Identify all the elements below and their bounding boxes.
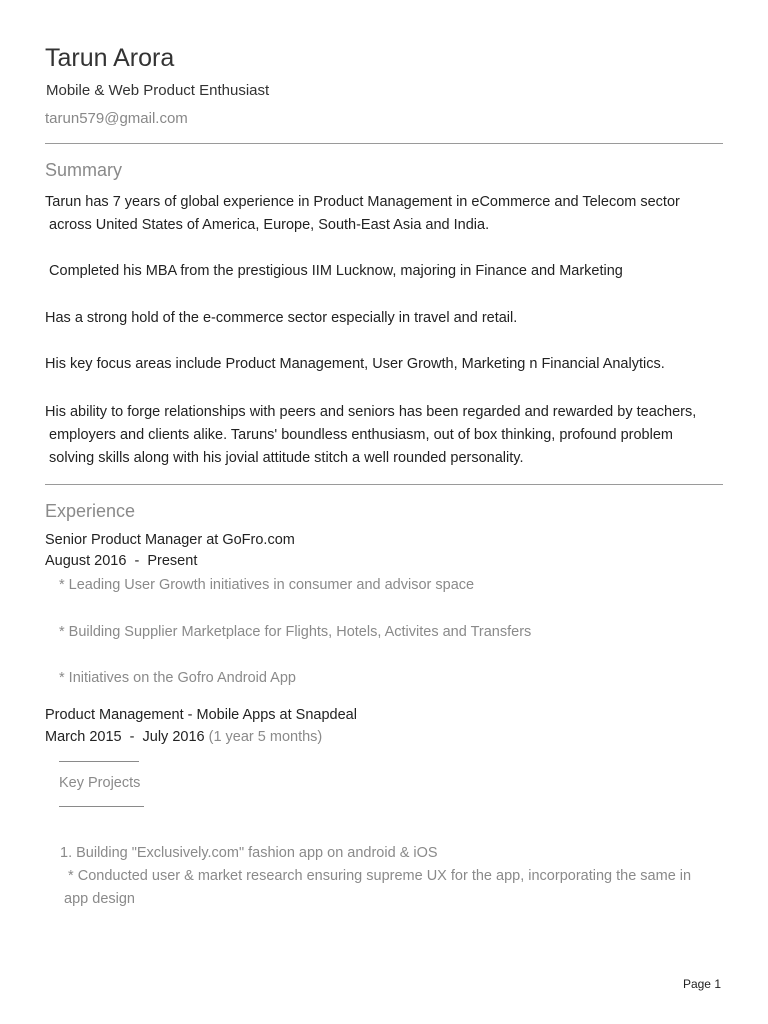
summary-line: solving skills along with his jovial attitude stitch a well rounded personality. [45, 450, 524, 466]
job-bullet: * Initiatives on the Gofro Android App [59, 670, 296, 686]
summary-heading: Summary [45, 160, 123, 180]
project-detail: * Conducted user & market research ensuring supreme UX for the app, incorporating the same in [60, 868, 692, 884]
summary-line: His key focus areas include Product Management, User Growth, Marketing n Financial Analytics. [45, 356, 665, 372]
summary-line: His ability to forge relationships with peers and seniors has been regarded and rewarded by teachers, [45, 404, 697, 420]
summary-line: employers and clients alike. Taruns' boundless enthusiasm, out of box thinking, profound problem [45, 427, 673, 443]
project-item: 1. Building "Exclusively.com" fashion app on android & iOS [60, 845, 438, 861]
project-detail: app design [60, 891, 135, 907]
key-projects-rule-bottom [59, 806, 144, 807]
job-bullet: * Building Supplier Marketplace for Flights, Hotels, Activites and Transfers [59, 624, 532, 640]
summary-line: Has a strong hold of the e-commerce sector especially in travel and retail. [45, 310, 518, 326]
job-duration: (1 year 5 months) [208, 729, 323, 745]
summary-line: Tarun has 7 years of global experience in Product Management in eCommerce and Telecom sector [45, 194, 680, 210]
experience-heading: Experience [45, 501, 136, 521]
key-projects-label: Key Projects [59, 775, 141, 791]
job-role: Product Management - Mobile Apps at Snapdeal [45, 707, 357, 723]
summary-line: Completed his MBA from the prestigious IIM Lucknow, majoring in Finance and Marketing [45, 263, 623, 279]
header-divider [45, 143, 723, 144]
summary-divider [45, 484, 723, 485]
summary-line: across United States of America, Europe, South-East Asia and India. [45, 217, 490, 233]
candidate-email[interactable]: tarun579@gmail.com [45, 110, 188, 127]
job-dates-row [45, 729, 322, 745]
candidate-tagline: Mobile & Web Product Enthusiast [46, 82, 270, 99]
candidate-name: Tarun Arora [45, 44, 175, 72]
job-dates: August 2016 - Present [45, 553, 198, 569]
key-projects-rule-top [59, 761, 139, 762]
page-number: Page 1 [682, 977, 721, 991]
job-dates: March 2015 - July 2016 [45, 729, 205, 745]
job-role: Senior Product Manager at GoFro.com [45, 532, 295, 548]
job-bullet: * Leading User Growth initiatives in consumer and advisor space [59, 577, 475, 593]
